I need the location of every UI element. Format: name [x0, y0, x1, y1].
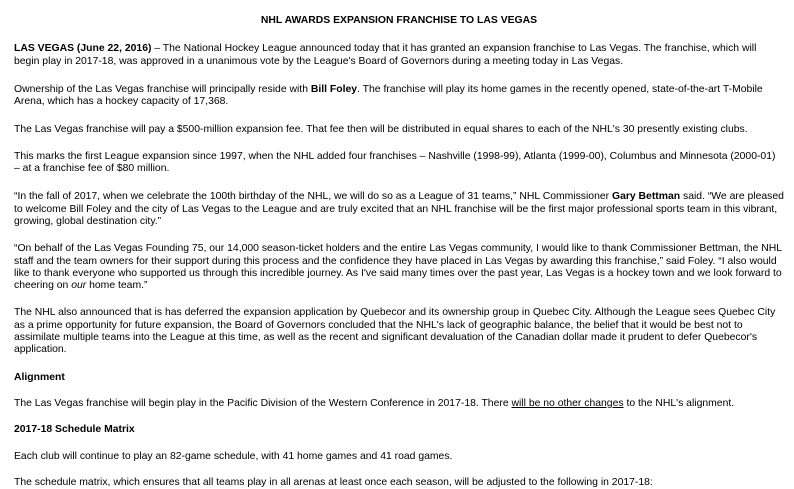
heading-alignment: Alignment [14, 371, 65, 383]
underlined-phrase: will be no other changes [511, 397, 624, 409]
paragraph-alignment [14, 398, 784, 410]
paragraph-text: “On behalf of the Las Vegas Founding 75, our 14,000 season-ticket holders and the entire Las Vegas community, I would like to thank Commissioner Bettman, the NHL staff and the team owners for their support during this process and the confidence they have placed in Las Vegas by awarding this franchise,” said Foley. “I also would like to thank everyone who supported us through this incredible journey. As I've said many times over the past year, Las Vegas is a hockey town and we look forward to cheering on [14, 243, 782, 292]
owner-name: Bill Foley [310, 83, 358, 95]
paragraph-text: – The National Hockey League announced today that it has granted an expansion franchise to Las Vegas. The franchise, which will begin play in 2017-18, was approved in a unanimous vote by the League's Board of Governors during a meeting today in Las Vegas. [14, 43, 757, 67]
paragraph-text: . The franchise will play its home games in the recently opened, state-of-the-art T-Mobile Arena, which has a hockey capacity of 17,368. [14, 83, 763, 108]
paragraph-ownership [14, 84, 784, 109]
paragraph-history: This marks the first League expansion since 1997, when the NHL added four franchises – Nashville (1998-99), Atlanta (1999-00), Columbus and Minnesota (2000-01) – at a franchise fee of $80 million. [14, 150, 776, 175]
paragraph-announcement [14, 43, 784, 68]
paragraph-schedule: Each club will continue to play an 82-game schedule, with 41 home games and 41 road games. [14, 450, 453, 462]
heading-schedule-matrix: 2017-18 Schedule Matrix [14, 424, 135, 436]
paragraph-text: said. “We are pleased to welcome Bill Foley and the city of Las Vegas to the League and are truly excited that an NHL franchise will be the first major professional sports team in this vibrant, growing, global destination city.” [14, 191, 784, 227]
paragraph-schedule-matrix: The schedule matrix, which ensures that all teams play in all arenas at least once each season, will be adjusted to the following in 2017-18: [14, 476, 653, 488]
paragraph-quebec: The NHL also announced that is has deferred the expansion application by Quebecor and its ownership group in Quebec City. Although the League sees Quebec City as a prime opportunity for future expansion, the Board of Governors concluded that the NHL's lack of geographic balance, the belief that it would be best not to assimilate multiple teams into the League at this time, as well as the recent and significant devaluation of the Canadian dollar made it prudent to defer Quebecor's application. [14, 307, 776, 356]
paragraph-text: home team.” [86, 280, 148, 292]
paragraph-text: to the NHL's alignment. [623, 397, 735, 409]
paragraph-text: Ownership of the Las Vegas franchise will principally reside with [14, 83, 311, 95]
paragraph-expansion-fee: The Las Vegas franchise will pay a $500-million expansion fee. That fee then will be distributed in equal shares to each of the NHL's 30 presently existing clubs. [14, 124, 748, 136]
commissioner-name: Gary Bettman [611, 191, 681, 203]
paragraph-bettman-quote [14, 191, 784, 228]
dateline: LAS VEGAS (June 22, 2016) [14, 43, 152, 55]
paragraph-text: The Las Vegas franchise will begin play in the Pacific Division of the Western Conference in 2017-18. There [14, 397, 512, 409]
paragraph-text: “In the fall of 2017, when we celebrate the 100th birthday of the NHL, we will do so as a League of 31 teams,” NHL Commissioner [14, 191, 612, 203]
emphasis-our: our [71, 280, 87, 292]
press-release [14, 0, 784, 489]
paragraph-foley-quote [14, 243, 784, 292]
document-title: NHL AWARDS EXPANSION FRANCHISE TO LAS VEGAS [260, 15, 538, 26]
